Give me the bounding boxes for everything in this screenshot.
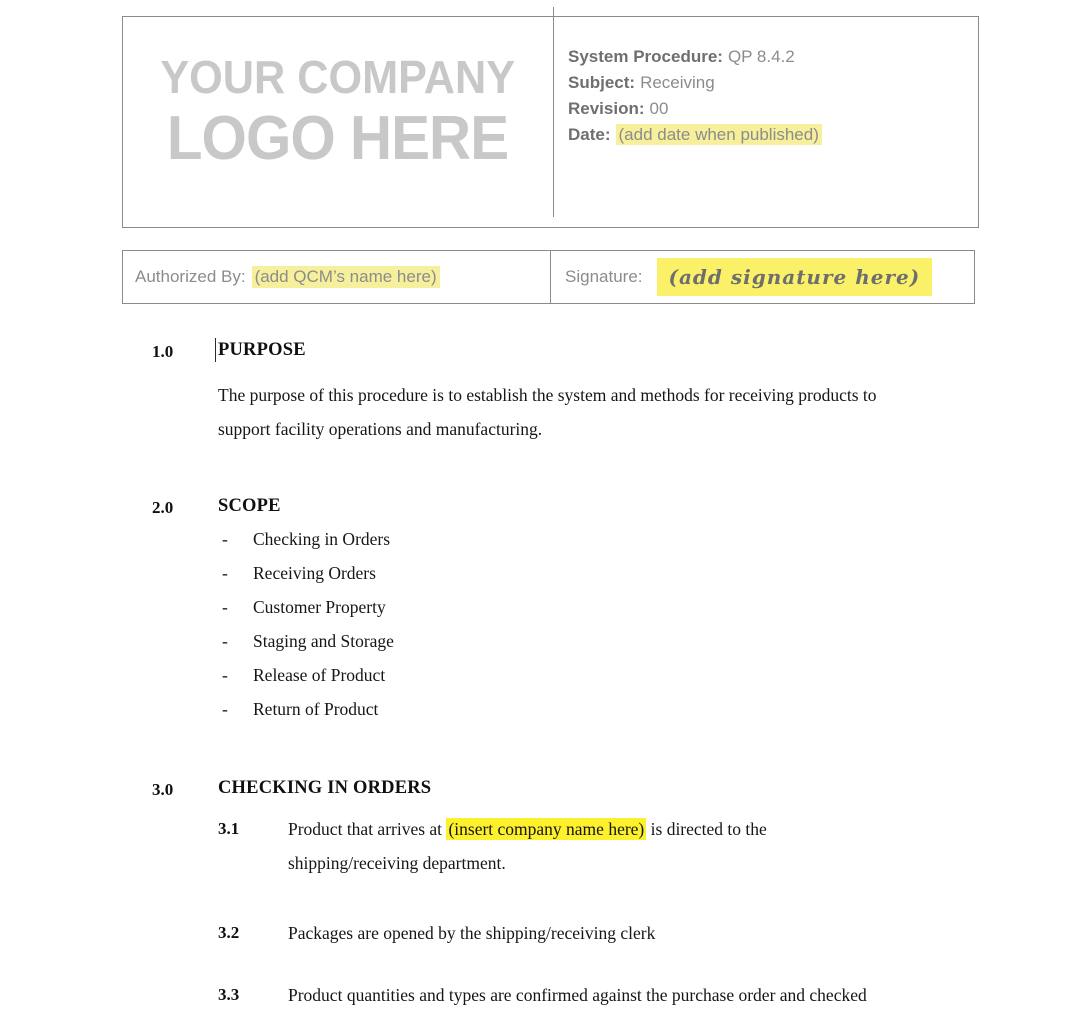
section-3-heading <box>0 778 1080 808</box>
bullet-dash: - <box>222 631 228 651</box>
bullet-dash: - <box>222 563 228 583</box>
list-item-text: Release of Product <box>253 665 386 685</box>
subsection-number: 3.1 <box>218 819 240 838</box>
company-logo-placeholder <box>123 7 554 217</box>
list-item-text: Staging and Storage <box>253 631 394 651</box>
field-label: System Procedure: <box>568 47 723 66</box>
signature-label: Signature: <box>565 267 643 286</box>
purpose-paragraph: The purpose of this procedure is to establish the system and methods for receiving products to support facility operations and manufacturing. <box>218 385 877 439</box>
logo-text-line1: YOUR COMPANY <box>160 51 516 103</box>
bullet-dash: - <box>222 665 228 685</box>
text-segment: Product that arrives at <box>288 819 447 839</box>
authorized-by-cell <box>123 251 551 303</box>
bullet-dash: - <box>222 699 228 719</box>
bullet-dash: - <box>222 529 228 549</box>
section-3-title: CHECKING IN ORDERS <box>218 778 432 798</box>
field-value: QP 8.4.2 <box>727 47 795 66</box>
subsection-number: 3.2 <box>218 923 240 942</box>
section-3-number: 3.0 <box>152 780 174 799</box>
field-date <box>568 122 970 148</box>
subsection-text <box>288 812 888 880</box>
subsection-number: 3.3 <box>218 985 240 1004</box>
field-label: Subject: <box>568 73 636 92</box>
scope-list <box>0 522 1080 726</box>
company-name-placeholder: (insert company name here) <box>448 819 645 839</box>
field-system-procedure <box>568 44 970 70</box>
bullet-dash: - <box>222 597 228 617</box>
authorization-table <box>122 250 975 304</box>
section-1-number: 1.0 <box>152 342 174 361</box>
list-item-text: Return of Product <box>253 699 379 719</box>
section-1-title: PURPOSE <box>218 340 306 360</box>
authorized-by-placeholder: (add QCM’s name here) <box>252 266 440 288</box>
field-revision <box>568 96 970 122</box>
field-label: Date: <box>568 125 611 144</box>
list-item <box>0 556 1080 590</box>
text-segment: is directed to the shipping/receiving department. <box>288 819 767 873</box>
list-item <box>0 590 1080 624</box>
section-2-number: 2.0 <box>152 498 174 517</box>
list-item-text: Checking in Orders <box>253 529 391 549</box>
authorized-by-label: Authorized By: <box>135 267 246 286</box>
field-value: Receiving <box>640 73 715 92</box>
list-item <box>0 692 1080 726</box>
section-1-heading <box>0 340 1080 370</box>
signature-cell <box>551 251 974 303</box>
list-item <box>0 522 1080 556</box>
section-2-title: SCOPE <box>218 496 281 516</box>
field-label: Revision: <box>568 99 645 118</box>
list-item-text: Receiving Orders <box>253 563 376 583</box>
list-item <box>0 624 1080 658</box>
list-item <box>0 658 1080 692</box>
field-value: 00 <box>649 99 669 118</box>
logo-text-line2: LOGO HERE <box>167 104 509 173</box>
field-subject <box>568 70 970 96</box>
text-cursor <box>215 338 216 362</box>
header-table <box>122 16 979 228</box>
list-item-text: Customer Property <box>253 597 386 617</box>
date-placeholder: (add date when published) <box>616 124 822 145</box>
signature-placeholder: (add signature here) <box>657 258 933 296</box>
subsection-text: Product quantities and types are confirmed against the purchase order and checked <box>288 985 867 1005</box>
subsection-text: Packages are opened by the shipping/receiving clerk <box>288 923 656 943</box>
procedure-info <box>554 17 978 227</box>
